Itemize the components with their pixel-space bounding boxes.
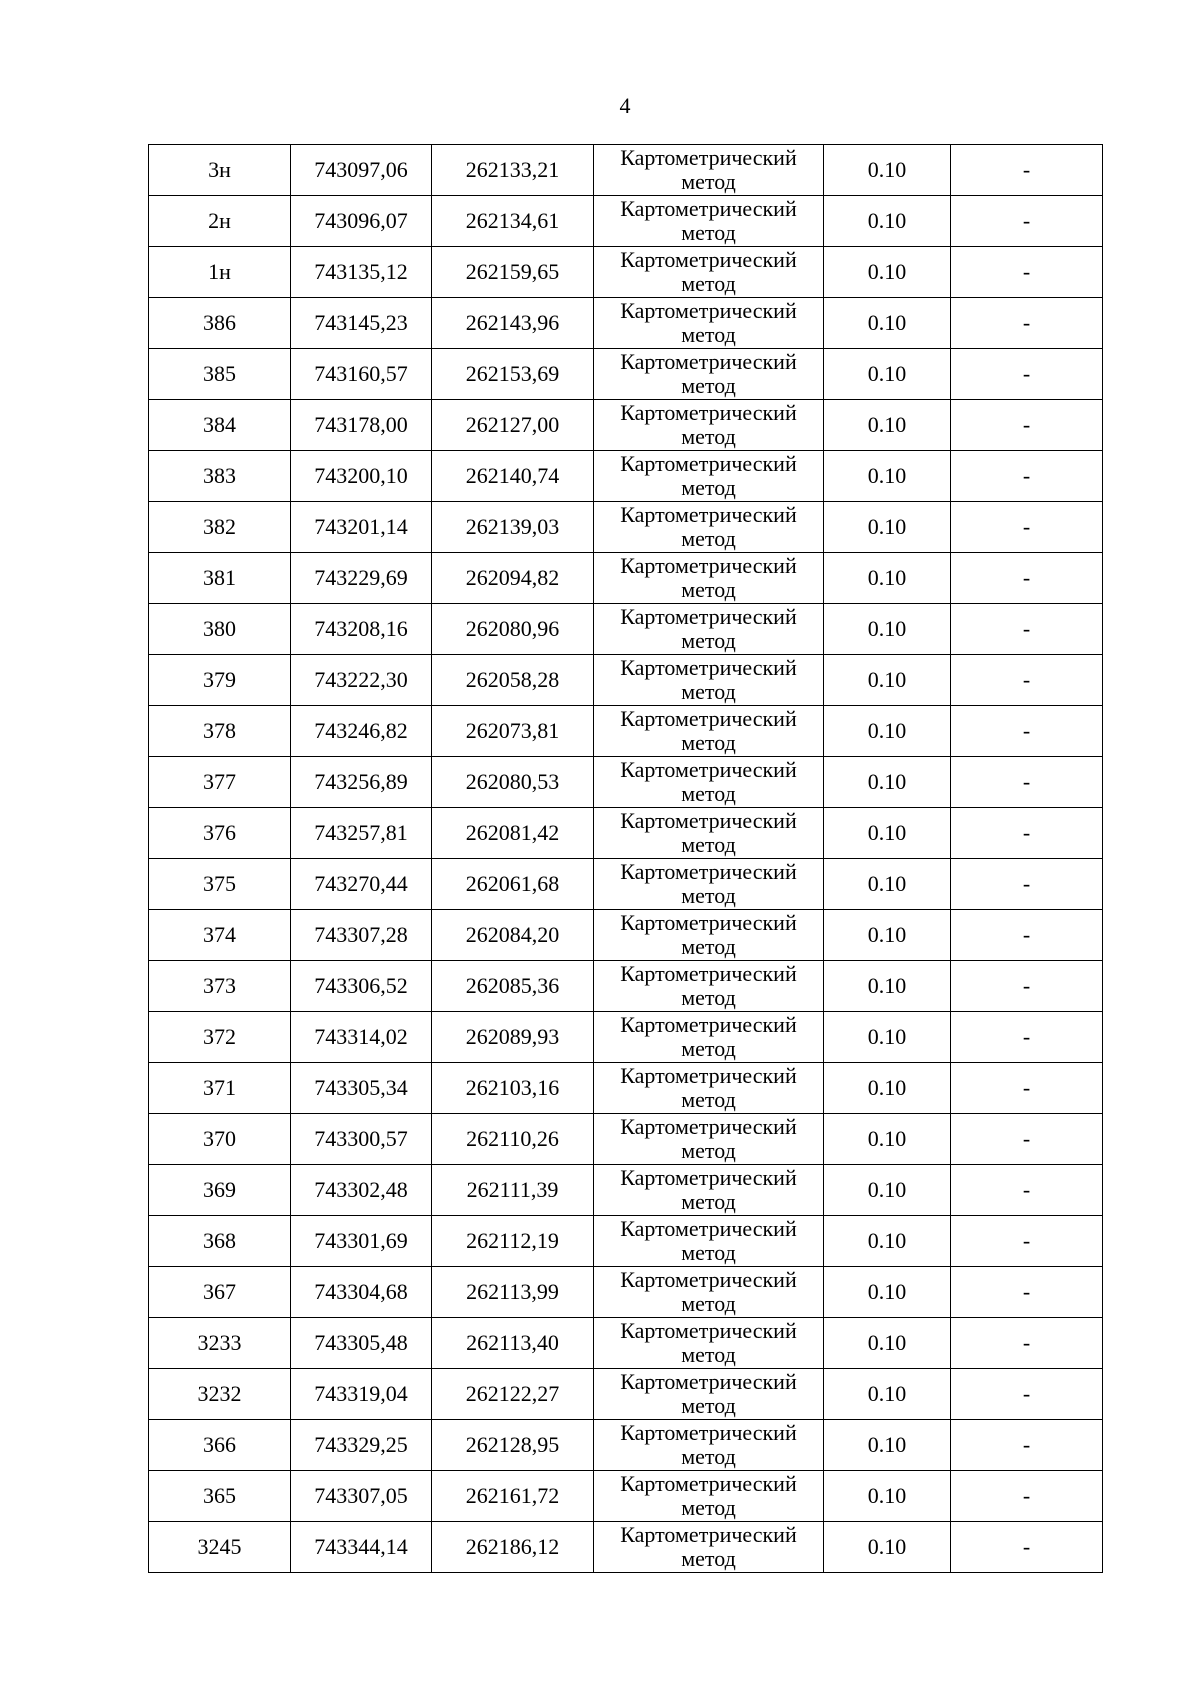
y-coordinate-cell: 262153,69 — [432, 349, 594, 400]
point-number-cell: 367 — [149, 1267, 291, 1318]
note-cell: - — [951, 1318, 1103, 1369]
x-coordinate-cell: 743257,81 — [291, 808, 432, 859]
table-row — [149, 247, 1103, 298]
point-number-cell: 1н — [149, 247, 291, 298]
method-cell: Картометрический метод — [594, 1063, 824, 1114]
table-row — [149, 1471, 1103, 1522]
note-cell: - — [951, 451, 1103, 502]
x-coordinate-cell: 743160,57 — [291, 349, 432, 400]
table-row — [149, 808, 1103, 859]
method-cell: Картометрический метод — [594, 1114, 824, 1165]
y-coordinate-cell: 262161,72 — [432, 1471, 594, 1522]
x-coordinate-cell: 743306,52 — [291, 961, 432, 1012]
table-row — [149, 757, 1103, 808]
method-cell: Картометрический метод — [594, 298, 824, 349]
y-coordinate-cell: 262140,74 — [432, 451, 594, 502]
note-cell: - — [951, 502, 1103, 553]
table-row — [149, 1420, 1103, 1471]
note-cell: - — [951, 1216, 1103, 1267]
point-number-cell: 3233 — [149, 1318, 291, 1369]
note-cell: - — [951, 145, 1103, 196]
accuracy-cell: 0.10 — [824, 400, 951, 451]
method-cell: Картометрический метод — [594, 1471, 824, 1522]
point-number-cell: 365 — [149, 1471, 291, 1522]
note-cell: - — [951, 706, 1103, 757]
method-cell: Картометрический метод — [594, 1216, 824, 1267]
x-coordinate-cell: 743305,34 — [291, 1063, 432, 1114]
point-number-cell: 377 — [149, 757, 291, 808]
y-coordinate-cell: 262113,99 — [432, 1267, 594, 1318]
y-coordinate-cell: 262103,16 — [432, 1063, 594, 1114]
table-row — [149, 910, 1103, 961]
method-cell: Картометрический метод — [594, 502, 824, 553]
x-coordinate-cell: 743305,48 — [291, 1318, 432, 1369]
y-coordinate-cell: 262073,81 — [432, 706, 594, 757]
table-row — [149, 451, 1103, 502]
note-cell: - — [951, 808, 1103, 859]
accuracy-cell: 0.10 — [824, 1471, 951, 1522]
accuracy-cell: 0.10 — [824, 859, 951, 910]
method-cell: Картометрический метод — [594, 553, 824, 604]
point-number-cell: 373 — [149, 961, 291, 1012]
method-cell: Картометрический метод — [594, 1165, 824, 1216]
y-coordinate-cell: 262089,93 — [432, 1012, 594, 1063]
point-number-cell: 376 — [149, 808, 291, 859]
method-cell: Картометрический метод — [594, 655, 824, 706]
x-coordinate-cell: 743208,16 — [291, 604, 432, 655]
note-cell: - — [951, 910, 1103, 961]
x-coordinate-cell: 743300,57 — [291, 1114, 432, 1165]
point-number-cell: 3232 — [149, 1369, 291, 1420]
table-row — [149, 145, 1103, 196]
accuracy-cell: 0.10 — [824, 757, 951, 808]
method-cell: Картометрический метод — [594, 1012, 824, 1063]
note-cell: - — [951, 1165, 1103, 1216]
accuracy-cell: 0.10 — [824, 553, 951, 604]
y-coordinate-cell: 262139,03 — [432, 502, 594, 553]
method-cell: Картометрический метод — [594, 1267, 824, 1318]
accuracy-cell: 0.10 — [824, 655, 951, 706]
x-coordinate-cell: 743270,44 — [291, 859, 432, 910]
x-coordinate-cell: 743145,23 — [291, 298, 432, 349]
coordinates-table — [148, 144, 1103, 1573]
y-coordinate-cell: 262094,82 — [432, 553, 594, 604]
y-coordinate-cell: 262112,19 — [432, 1216, 594, 1267]
note-cell: - — [951, 1522, 1103, 1573]
point-number-cell: 384 — [149, 400, 291, 451]
coordinates-table-body — [149, 145, 1103, 1573]
x-coordinate-cell: 743302,48 — [291, 1165, 432, 1216]
note-cell: - — [951, 961, 1103, 1012]
point-number-cell: 382 — [149, 502, 291, 553]
point-number-cell: 380 — [149, 604, 291, 655]
point-number-cell: 379 — [149, 655, 291, 706]
method-cell: Картометрический метод — [594, 1522, 824, 1573]
method-cell: Картометрический метод — [594, 1420, 824, 1471]
accuracy-cell: 0.10 — [824, 706, 951, 757]
note-cell: - — [951, 1063, 1103, 1114]
method-cell: Картометрический метод — [594, 757, 824, 808]
note-cell: - — [951, 1267, 1103, 1318]
note-cell: - — [951, 349, 1103, 400]
x-coordinate-cell: 743307,05 — [291, 1471, 432, 1522]
y-coordinate-cell: 262159,65 — [432, 247, 594, 298]
table-row — [149, 196, 1103, 247]
method-cell: Картометрический метод — [594, 1318, 824, 1369]
accuracy-cell: 0.10 — [824, 1216, 951, 1267]
method-cell: Картометрический метод — [594, 859, 824, 910]
note-cell: - — [951, 604, 1103, 655]
x-coordinate-cell: 743319,04 — [291, 1369, 432, 1420]
point-number-cell: 383 — [149, 451, 291, 502]
accuracy-cell: 0.10 — [824, 961, 951, 1012]
page-number: 4 — [619, 93, 631, 118]
y-coordinate-cell: 262122,27 — [432, 1369, 594, 1420]
method-cell: Картометрический метод — [594, 910, 824, 961]
note-cell: - — [951, 400, 1103, 451]
y-coordinate-cell: 262134,61 — [432, 196, 594, 247]
method-cell: Картометрический метод — [594, 247, 824, 298]
point-number-cell: 371 — [149, 1063, 291, 1114]
point-number-cell: 368 — [149, 1216, 291, 1267]
point-number-cell: 370 — [149, 1114, 291, 1165]
x-coordinate-cell: 743097,06 — [291, 145, 432, 196]
point-number-cell: 385 — [149, 349, 291, 400]
note-cell: - — [951, 655, 1103, 706]
y-coordinate-cell: 262128,95 — [432, 1420, 594, 1471]
point-number-cell: 372 — [149, 1012, 291, 1063]
accuracy-cell: 0.10 — [824, 1522, 951, 1573]
x-coordinate-cell: 743246,82 — [291, 706, 432, 757]
method-cell: Картометрический метод — [594, 451, 824, 502]
note-cell: - — [951, 553, 1103, 604]
method-cell: Картометрический метод — [594, 349, 824, 400]
x-coordinate-cell: 743201,14 — [291, 502, 432, 553]
point-number-cell: 374 — [149, 910, 291, 961]
accuracy-cell: 0.10 — [824, 1114, 951, 1165]
x-coordinate-cell: 743301,69 — [291, 1216, 432, 1267]
method-cell: Картометрический метод — [594, 604, 824, 655]
y-coordinate-cell: 262186,12 — [432, 1522, 594, 1573]
accuracy-cell: 0.10 — [824, 910, 951, 961]
accuracy-cell: 0.10 — [824, 1012, 951, 1063]
accuracy-cell: 0.10 — [824, 1063, 951, 1114]
table-row — [149, 1165, 1103, 1216]
y-coordinate-cell: 262110,26 — [432, 1114, 594, 1165]
x-coordinate-cell: 743307,28 — [291, 910, 432, 961]
table-row — [149, 655, 1103, 706]
note-cell: - — [951, 1471, 1103, 1522]
x-coordinate-cell: 743256,89 — [291, 757, 432, 808]
accuracy-cell: 0.10 — [824, 808, 951, 859]
table-row — [149, 604, 1103, 655]
point-number-cell: 386 — [149, 298, 291, 349]
table-row — [149, 961, 1103, 1012]
point-number-cell: 366 — [149, 1420, 291, 1471]
note-cell: - — [951, 1420, 1103, 1471]
accuracy-cell: 0.10 — [824, 196, 951, 247]
accuracy-cell: 0.10 — [824, 1420, 951, 1471]
x-coordinate-cell: 743314,02 — [291, 1012, 432, 1063]
note-cell: - — [951, 298, 1103, 349]
table-row — [149, 1012, 1103, 1063]
accuracy-cell: 0.10 — [824, 1318, 951, 1369]
accuracy-cell: 0.10 — [824, 298, 951, 349]
point-number-cell: 3н — [149, 145, 291, 196]
accuracy-cell: 0.10 — [824, 247, 951, 298]
accuracy-cell: 0.10 — [824, 451, 951, 502]
x-coordinate-cell: 743344,14 — [291, 1522, 432, 1573]
accuracy-cell: 0.10 — [824, 349, 951, 400]
note-cell: - — [951, 1012, 1103, 1063]
table-row — [149, 706, 1103, 757]
accuracy-cell: 0.10 — [824, 502, 951, 553]
point-number-cell: 369 — [149, 1165, 291, 1216]
x-coordinate-cell: 743200,10 — [291, 451, 432, 502]
note-cell: - — [951, 859, 1103, 910]
point-number-cell: 381 — [149, 553, 291, 604]
method-cell: Картометрический метод — [594, 145, 824, 196]
x-coordinate-cell: 743135,12 — [291, 247, 432, 298]
y-coordinate-cell: 262061,68 — [432, 859, 594, 910]
x-coordinate-cell: 743096,07 — [291, 196, 432, 247]
table-row — [149, 400, 1103, 451]
method-cell: Картометрический метод — [594, 706, 824, 757]
y-coordinate-cell: 262085,36 — [432, 961, 594, 1012]
x-coordinate-cell: 743178,00 — [291, 400, 432, 451]
table-row — [149, 1063, 1103, 1114]
table-row — [149, 1369, 1103, 1420]
x-coordinate-cell: 743304,68 — [291, 1267, 432, 1318]
y-coordinate-cell: 262081,42 — [432, 808, 594, 859]
note-cell: - — [951, 757, 1103, 808]
point-number-cell: 3245 — [149, 1522, 291, 1573]
table-row — [149, 1216, 1103, 1267]
point-number-cell: 375 — [149, 859, 291, 910]
accuracy-cell: 0.10 — [824, 1165, 951, 1216]
y-coordinate-cell: 262127,00 — [432, 400, 594, 451]
y-coordinate-cell: 262111,39 — [432, 1165, 594, 1216]
accuracy-cell: 0.10 — [824, 1369, 951, 1420]
accuracy-cell: 0.10 — [824, 1267, 951, 1318]
accuracy-cell: 0.10 — [824, 145, 951, 196]
y-coordinate-cell: 262133,21 — [432, 145, 594, 196]
note-cell: - — [951, 196, 1103, 247]
y-coordinate-cell: 262080,53 — [432, 757, 594, 808]
x-coordinate-cell: 743222,30 — [291, 655, 432, 706]
y-coordinate-cell: 262080,96 — [432, 604, 594, 655]
table-row — [149, 349, 1103, 400]
table-row — [149, 298, 1103, 349]
y-coordinate-cell: 262058,28 — [432, 655, 594, 706]
y-coordinate-cell: 262084,20 — [432, 910, 594, 961]
method-cell: Картометрический метод — [594, 808, 824, 859]
point-number-cell: 2н — [149, 196, 291, 247]
table-row — [149, 1114, 1103, 1165]
accuracy-cell: 0.10 — [824, 604, 951, 655]
y-coordinate-cell: 262113,40 — [432, 1318, 594, 1369]
point-number-cell: 378 — [149, 706, 291, 757]
table-row — [149, 1318, 1103, 1369]
method-cell: Картометрический метод — [594, 400, 824, 451]
note-cell: - — [951, 247, 1103, 298]
note-cell: - — [951, 1114, 1103, 1165]
table-row — [149, 502, 1103, 553]
method-cell: Картометрический метод — [594, 1369, 824, 1420]
y-coordinate-cell: 262143,96 — [432, 298, 594, 349]
method-cell: Картометрический метод — [594, 196, 824, 247]
table-row — [149, 1267, 1103, 1318]
table-row — [149, 859, 1103, 910]
table-row — [149, 1522, 1103, 1573]
method-cell: Картометрический метод — [594, 961, 824, 1012]
x-coordinate-cell: 743229,69 — [291, 553, 432, 604]
note-cell: - — [951, 1369, 1103, 1420]
table-row — [149, 553, 1103, 604]
x-coordinate-cell: 743329,25 — [291, 1420, 432, 1471]
